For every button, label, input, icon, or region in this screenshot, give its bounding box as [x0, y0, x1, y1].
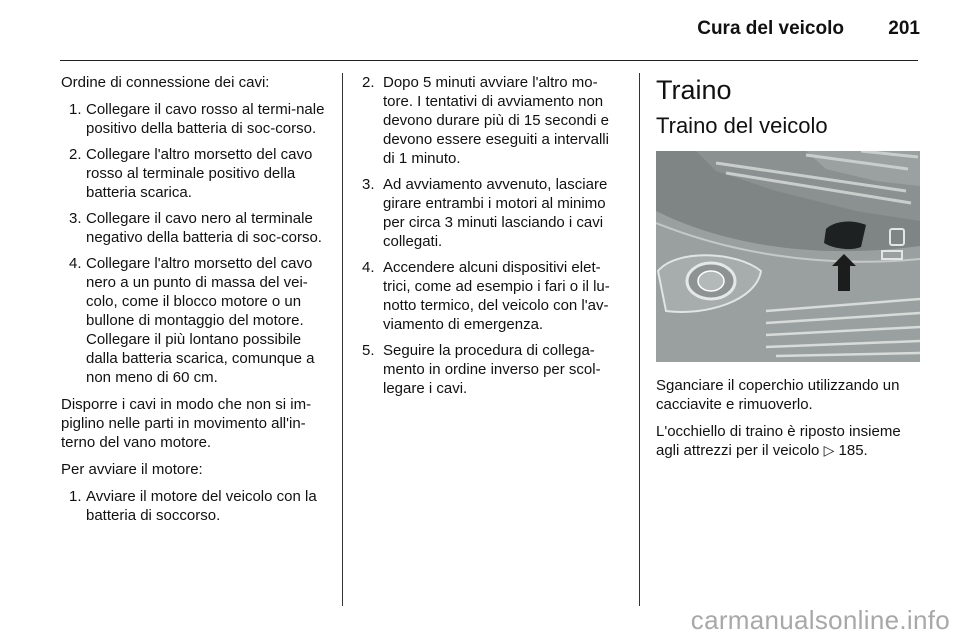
step-number: 5. — [362, 342, 375, 359]
column-divider — [639, 73, 640, 606]
watermark: carmanualsonline.info — [690, 605, 950, 635]
header-rule — [60, 60, 918, 61]
running-header-title: Cura del veicolo — [697, 18, 844, 39]
towing-eye-paragraph — [656, 422, 920, 460]
column-divider — [342, 73, 343, 606]
step-text: Collegare l'altro morsetto del cavo rosso al terminale positivo della batteria scarica. — [86, 146, 313, 201]
step-number: 2. — [362, 74, 375, 91]
start-steps-continued-list — [358, 73, 624, 398]
column-2 — [358, 73, 624, 406]
list-item — [61, 145, 336, 202]
list-item — [61, 254, 336, 387]
page-reference-link[interactable]: 185. — [838, 442, 868, 459]
step-text: Avviare il motore del veicolo con la batteria di soccorso. — [86, 488, 317, 524]
list-item — [358, 175, 624, 251]
step-text: Seguire la procedura di collega-mento in ordine inverso per scol-legare i cavi. — [383, 342, 601, 397]
list-item — [358, 258, 624, 334]
column-3 — [656, 73, 920, 468]
step-text: Collegare il cavo nero al terminale negativo della batteria di soc-corso. — [86, 210, 322, 246]
list-item — [61, 487, 336, 525]
step-number: 2. — [69, 146, 82, 163]
section-title: Traino — [656, 75, 732, 105]
cross-reference-icon: ▷ — [823, 442, 835, 458]
step-text: Collegare il cavo rosso al termi-nale positivo della batteria di soc-corso. — [86, 101, 325, 137]
remove-cover-paragraph: Sganciare il coperchio utilizzando un cacciavite e rimuoverlo. — [656, 377, 900, 413]
list-item — [61, 100, 336, 138]
step-text: Collegare l'altro morsetto del cavo nero a un punto di massa del vei-colo, come il blocco motore o un bullone di montaggio del motore. Collegare il più lontano possibile dalla batteria scarica, comunque a non meno di 60 cm. — [86, 255, 315, 386]
list-item — [61, 209, 336, 247]
connection-steps-list — [61, 100, 336, 387]
intro-paragraph: Ordine di connessione dei cavi: — [61, 74, 270, 91]
step-number: 3. — [69, 210, 82, 227]
towing-cover-illustration — [656, 151, 920, 362]
subsection-title: Traino del veicolo — [656, 113, 828, 138]
step-number: 4. — [69, 255, 82, 272]
step-number: 1. — [69, 488, 82, 505]
column-1 — [61, 73, 336, 533]
step-number: 3. — [362, 176, 375, 193]
step-text: Dopo 5 minuti avviare l'altro mo-tore. I tentativi di avviamento non devono durare più di 15 secondi e devono essere eseguiti a intervalli di 1 minuto. — [383, 74, 609, 167]
start-intro-paragraph: Per avviare il motore: — [61, 461, 203, 478]
step-number: 4. — [362, 259, 375, 276]
towing-eye-text: L'occhiello di traino è riposto insieme agli attrezzi per il veicolo — [656, 423, 901, 459]
start-steps-list — [61, 487, 336, 525]
page-number: 201 — [888, 18, 920, 39]
step-text: Ad avviamento avvenuto, lasciare girare entrambi i motori al minimo per circa 3 minuti lasciando i cavi collegati. — [383, 176, 608, 250]
cable-routing-paragraph: Disporre i cavi in modo che non si im-piglino nelle parti in movimento all'in-terno del vano motore. — [61, 396, 312, 451]
step-text: Accendere alcuni dispositivi elet-trici, come ad esempio i fari o il lu-notto termico, del veicolo con l'av-viamento di emergenza. — [383, 259, 610, 333]
list-item — [358, 341, 624, 398]
step-number: 1. — [69, 101, 82, 118]
list-item — [358, 73, 624, 168]
